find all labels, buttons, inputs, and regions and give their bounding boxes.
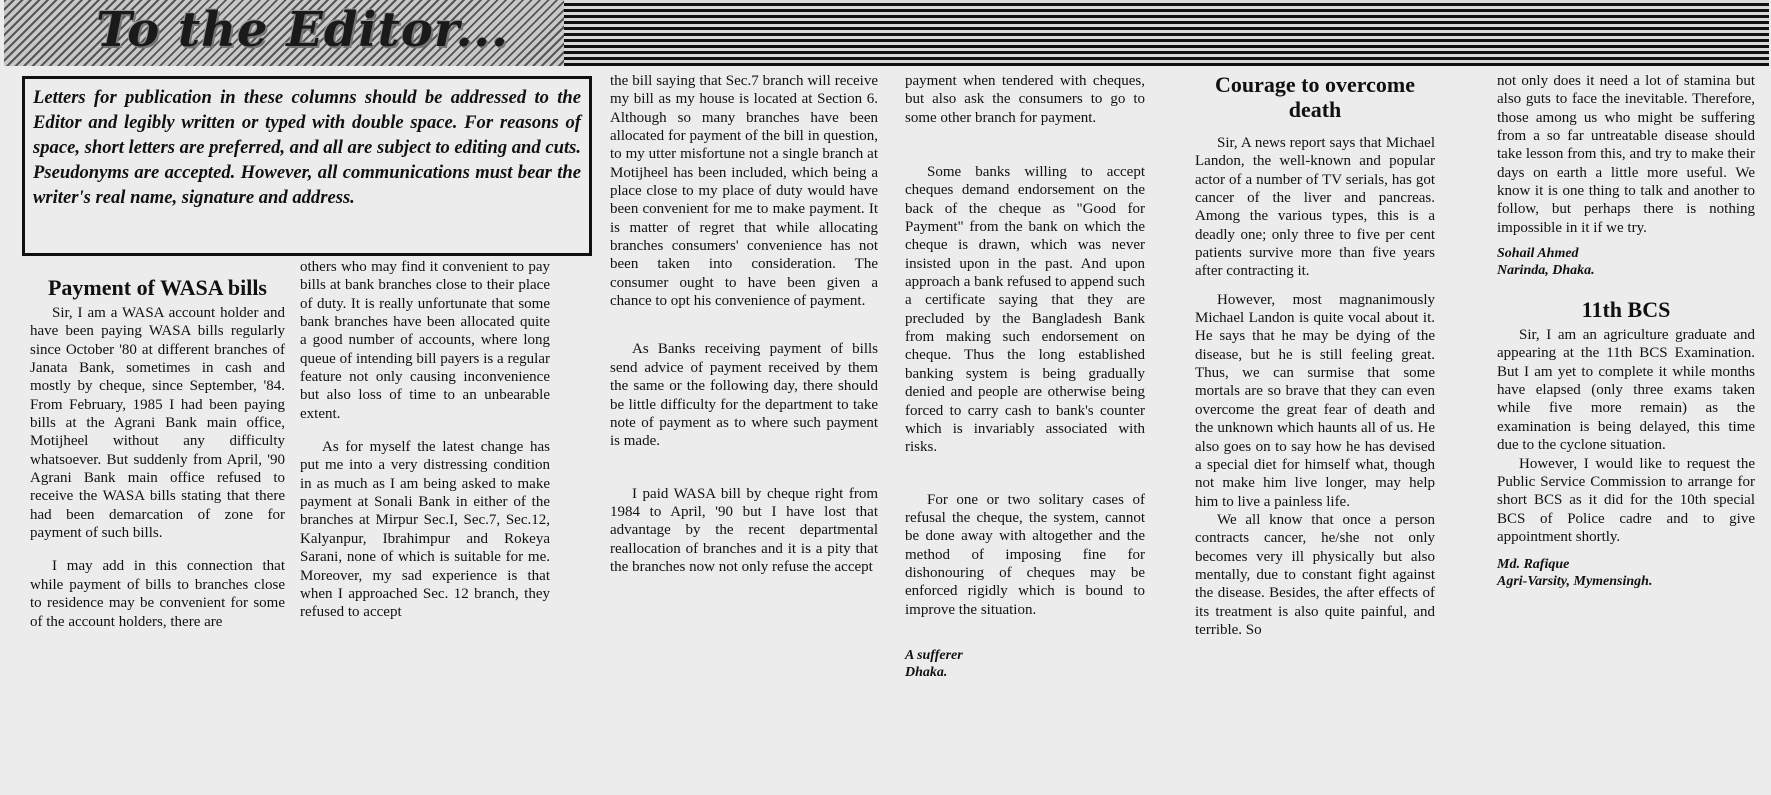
signature-place: Agri-Varsity, Mymensingh.: [1497, 574, 1653, 590]
banner-rules: [564, 0, 1769, 66]
column-3: [610, 72, 878, 576]
paragraph: payment when tendered with cheques, but also ask the consumers to go to some other branch for payment.: [905, 73, 1145, 126]
paragraph: the bill saying that Sec.7 branch will receive my bill as my house is located at Section 6. Although so many branches have been allocated for payment of the bill in question, to my utter misfortune not a single branch at Motijheel has been included, which being a place close to my place of duty would have been convenient for me to make payment. It is matter of regret that while allocating branches consumers' convenience has not been taken into consideration. The consumer ought to have been given a chance to opt his convenience of payment.: [610, 73, 878, 310]
paragraph: Sir, I am a WASA account holder and have been paying WASA bills regularly since October '80 at different branches of Janata Bank, sometimes in cash and mostly by cheque, since September, '84. From February, 1985 I had been paying bills at the Agrani Bank main office, Motijheel without any difficulty whatsoever. But suddenly from April, '90 Agrani Bank main office refused to receive the WASA bills stating that there had been demarcation of zone for payment of such bills.: [30, 305, 285, 542]
column-2: [300, 258, 550, 622]
headline-courage: Courage to overcome death: [1215, 72, 1415, 122]
paragraph: For one or two solitary cases of refusal the cheque, the system, cannot be done away with altogether and the method of imposing fine for dishonouring of cheques may be enforced rigidly which is bound to improve the situation.: [905, 491, 1145, 618]
column-4: [905, 72, 1145, 681]
signature-place: Dhaka.: [905, 664, 948, 680]
paragraph: not only does it need a lot of stamina but also guts to face the inevitable. Therefore, those among us who might be suffering from a so far untreatable disease should take lesson from this, and try to make their days on earth a little more useful. We know it is one thing to talk and another to follow, but perhaps there is nothing impossible in it if we try.: [1497, 73, 1755, 236]
headline-wasa: Payment of WASA bills: [47, 275, 267, 300]
paragraph: Sir, I am an agriculture graduate and appearing at the 11th BCS Examination. But I am yet to complete it while months have elapsed (only three exams taken while five more remain) as the examination is being delayed, this time due to the cyclone situation.: [1497, 327, 1755, 454]
paragraph: I paid WASA bill by cheque right from 1984 to April, '90 but I have lost that advantage by the recent departmental reallocation of branches and it is a pity that the branches now not only refuse the accept: [610, 485, 878, 575]
paragraph: As Banks receiving payment of bills send advice of payment received by them the same or the following day, there should be little difficulty for the department to take note of payment as to where such payment is made.: [610, 341, 878, 450]
paragraph: I may add in this connection that while payment of bills to branches close to residence may be convenient for some of the account holders, there are: [30, 558, 285, 630]
signature-sufferer: [905, 647, 1145, 681]
column-5: [1195, 72, 1435, 639]
column-1: [30, 275, 285, 631]
signature-name: Sohail Ahmed: [1497, 246, 1579, 262]
paragraph: others who may find it convenient to pay bills at bank branches close to their place of duty. It is really unfortunate that some bank branches have been allocated quite a good number of accounts, where long queue of intending bill payers is a regular feature not only causing inconvenience but also loss of time to an unbearable extent.: [300, 259, 550, 422]
signature-rafique: [1497, 556, 1755, 590]
signature-name: A sufferer: [905, 647, 963, 663]
signature-sohail: [1497, 245, 1755, 279]
paragraph: We all know that once a person contracts cancer, he/she not only becomes very ill physically but also mentally, due to constant fight against the disease. Besides, the after effects of its treatment is also quite painful, and terrible. So: [1195, 511, 1435, 638]
section-title: To the Editor...: [96, 2, 509, 58]
editorial-notice: Letters for publication in these columns should be addressed to the Editor and legibly written or typed with double space. For reasons of space, short letters are preferred, and all are subject to editing and cuts. Pseudonyms are accepted. However, all communications must bear the writer's real name, signature and address.: [22, 76, 592, 256]
headline-bcs: 11th BCS: [1581, 297, 1671, 323]
column-6: [1497, 72, 1755, 590]
signature-name: Md. Rafique: [1497, 557, 1570, 573]
paragraph: As for myself the latest change has put me into a very distressing condition in as much as I am being asked to make payment at Sonali Bank in either of the branches at Mirpur Sec.I, Sec.7, Sec.12, Kalyanpur, Ibrahimpur and Rokeya Sarani, none of which is suitable for me. Moreover, my sad experience is that when I approached Sec. 12 branch, they refused to accept: [300, 439, 550, 621]
signature-place: Narinda, Dhaka.: [1497, 263, 1595, 279]
paragraph: However, most magnanimously Michael Landon is quite vocal about it. He says that he may be dying of the disease, but he is still feeling great. Thus, we can surmise that some mortals are so brave that they can even overcome the great fear of death and the unknown which haunts all of us. He also goes on to say how he has devised a special diet for himself what, though not make him live longer, may help him to live a painless life.: [1195, 291, 1435, 510]
paragraph: Sir, A news report says that Michael Landon, the well-known and popular actor of a number of TV serials, has got cancer of the liver and pancreas. Among the various types, this is a deadly one; only three to five per cent patients survive more than five years after contracting it.: [1195, 135, 1435, 280]
paragraph: However, I would like to request the Public Service Commission to arrange for short BCS as it did for the 10th special BCS of Police cadre and to give appointment shortly.: [1497, 455, 1755, 545]
paragraph: Some banks willing to accept cheques demand endorsement on the back of the cheque as "Good for Payment" from the bank on which the cheque is drawn, which was never insisted upon in the past. And upon approach a bank refused to append such a certificate saying that they are precluded by the Bangladesh Bank from making such endorsement on cheque. Thus the long established banking system is being gradually denied and people are otherwise being forced to carry cash to bank's counter which is invariably associated with risks.: [905, 164, 1145, 456]
section-banner: [4, 0, 1769, 66]
